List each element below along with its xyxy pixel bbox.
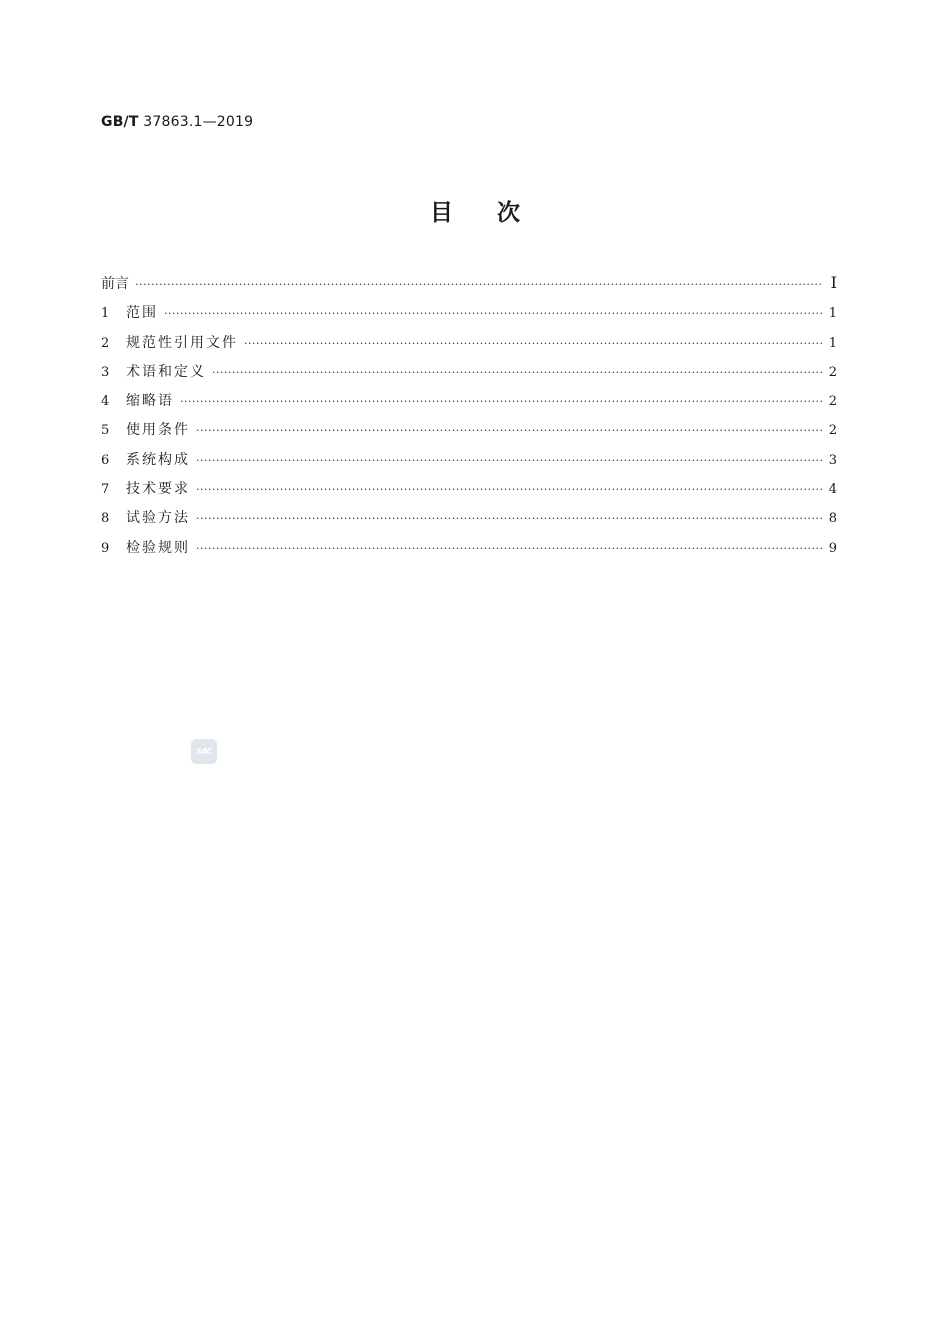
toc-entry-normative-references[interactable] (101, 332, 837, 361)
toc-entry-number: 6 (101, 452, 110, 468)
toc-entry-number: 8 (101, 511, 110, 527)
toc-entry-system-composition[interactable] (101, 449, 837, 478)
toc-entry-label: 试验方法 (126, 510, 190, 527)
toc-entry-page: 3 (828, 452, 837, 468)
toc-entry-number: 7 (101, 482, 110, 498)
toc-entry-page: 4 (828, 482, 837, 498)
toc-entry-technical-requirements[interactable] (101, 478, 837, 507)
toc-entry-conditions-of-use[interactable] (101, 419, 837, 448)
toc-leader-dots (196, 542, 823, 556)
toc-entry-label: 使用条件 (126, 422, 190, 439)
toc-entry-page: 2 (828, 423, 837, 439)
toc-leader-dots (196, 424, 823, 438)
toc-entry-label: 范围 (126, 305, 158, 322)
toc-entry-page: 2 (828, 364, 837, 380)
toc-entry-number: 1 (101, 306, 110, 322)
standard-code-number: 37863.1—2019 (143, 114, 254, 130)
toc-entry-abbreviations[interactable] (101, 390, 837, 419)
page-title: 目次 (430, 200, 564, 226)
toc-entry-foreword[interactable] (101, 273, 837, 302)
toc-entry-scope[interactable] (101, 302, 837, 331)
toc-entry-label: 检验规则 (126, 539, 190, 556)
toc-entry-number: 9 (101, 540, 110, 556)
toc-leader-dots (135, 278, 823, 292)
toc-leader-dots (196, 483, 823, 497)
toc-entry-number: 5 (101, 423, 110, 439)
sac-watermark-logo (191, 739, 217, 764)
toc-leader-dots (212, 366, 823, 380)
toc-leader-dots (244, 337, 823, 351)
toc-leader-dots (164, 307, 823, 321)
toc-entry-label: 规范性引用文件 (126, 334, 238, 351)
toc-entry-label: 缩略语 (126, 393, 174, 410)
toc-entry-number: 4 (101, 394, 110, 410)
toc-leader-dots (196, 512, 823, 526)
toc-entry-page: 2 (828, 394, 837, 410)
toc-entry-label: 术语和定义 (126, 363, 206, 380)
standard-code (101, 114, 253, 130)
toc-leader-dots (196, 454, 823, 468)
toc-entry-page: Ⅰ (830, 273, 837, 292)
table-of-contents (101, 273, 837, 566)
toc-entry-page: 9 (828, 540, 837, 556)
toc-entry-page: 1 (828, 306, 837, 322)
standard-code-prefix: GB/T (101, 114, 139, 130)
toc-entry-test-methods[interactable] (101, 507, 837, 536)
toc-entry-number: 3 (101, 364, 110, 380)
toc-entry-page: 1 (828, 335, 837, 351)
toc-entry-inspection-rules[interactable] (101, 537, 837, 566)
toc-entry-label: 技术要求 (126, 481, 190, 498)
toc-entry-number: 2 (101, 335, 110, 351)
toc-leader-dots (180, 395, 823, 409)
toc-entry-label: 前言 (101, 276, 129, 292)
toc-entry-label: 系统构成 (126, 451, 190, 468)
watermark-text: SAC (195, 747, 213, 756)
toc-entry-terms-definitions[interactable] (101, 361, 837, 390)
toc-entry-page: 8 (828, 511, 837, 527)
